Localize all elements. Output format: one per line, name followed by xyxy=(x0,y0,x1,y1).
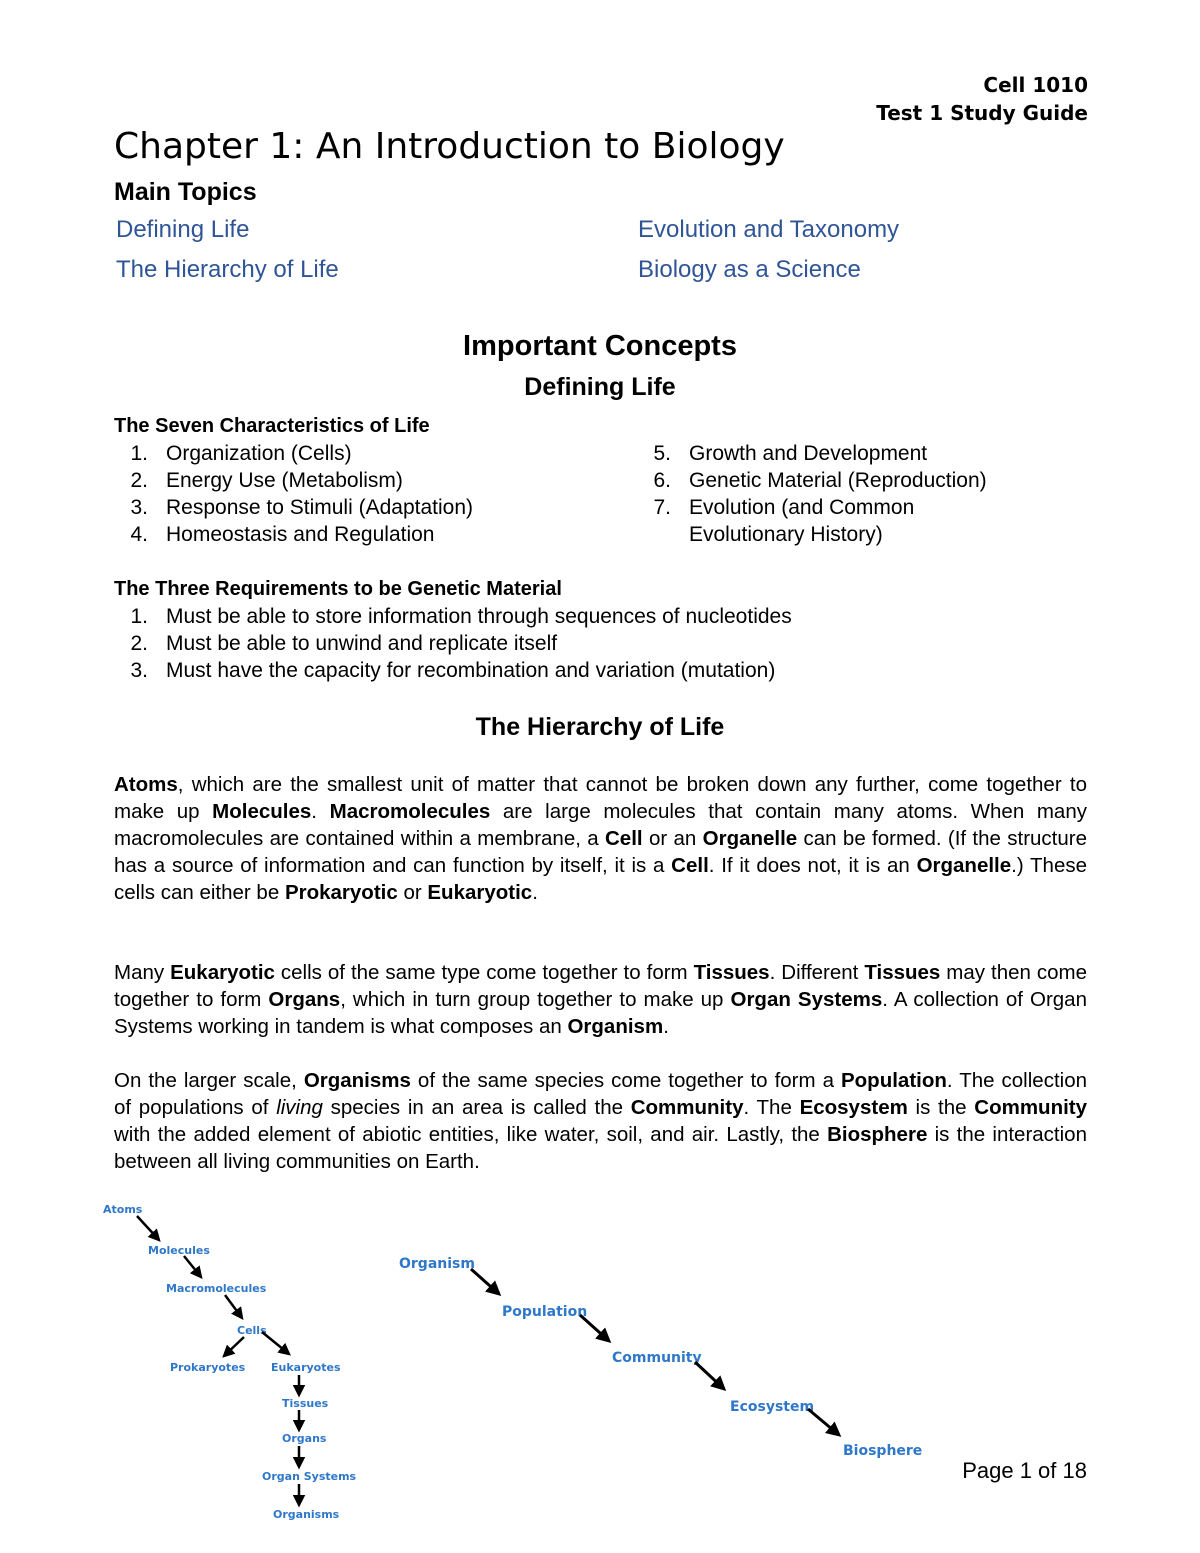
page-number: Page 1 of 18 xyxy=(962,1458,1087,1483)
list-item: 3. Response to Stimuli (Adaptation) xyxy=(130,496,473,519)
diagram-label-macromolecules: Macromolecules xyxy=(166,1282,267,1295)
diagram-label-community: Community xyxy=(612,1350,702,1366)
arrow xyxy=(580,1315,609,1341)
diagram-label-molecules: Molecules xyxy=(148,1244,210,1257)
text-run: . A collection of Organ Systems working in tandem is what composes an xyxy=(114,988,1087,1038)
requirements-list xyxy=(114,603,1087,684)
diagram-label-prokaryotes: Prokaryotes xyxy=(170,1361,246,1374)
list-item: 7. Evolution (and Common xyxy=(653,496,915,519)
diagram-label-ecosystem: Ecosystem xyxy=(730,1399,815,1415)
guide-title: Test 1 Study Guide xyxy=(876,101,1088,125)
list-item: Evolutionary History) xyxy=(689,523,883,546)
important-concepts-heading: Important Concepts xyxy=(463,330,737,362)
diagram-label-organ-systems: Organ Systems xyxy=(262,1470,357,1483)
text-run: is the interaction between all living communities on Earth. xyxy=(114,1123,1087,1173)
arrow xyxy=(695,1362,724,1389)
text-run: is the xyxy=(907,1096,975,1119)
text-run: living xyxy=(276,1096,323,1119)
text-run: . xyxy=(532,881,538,904)
bold-term: Organs xyxy=(268,988,341,1011)
list-item: 2. Must be able to unwind and replicate itself xyxy=(130,632,558,655)
text-run: are large molecules that contain many atoms. When many macromolecules are contained within a membrane, a xyxy=(114,800,1087,850)
arrow xyxy=(262,1332,289,1354)
arrow xyxy=(137,1216,159,1240)
text-run: cells of the same type come together to form xyxy=(274,961,694,984)
list-item: 6. Genetic Material (Reproduction) xyxy=(653,469,987,492)
list-item: 5. Growth and Development xyxy=(653,442,928,465)
bold-term: Organ Systems xyxy=(730,988,883,1011)
diagram-label-organs: Organs xyxy=(282,1432,327,1445)
topic-link-evolution-taxonomy[interactable]: Evolution and Taxonomy xyxy=(638,216,900,243)
hierarchy-paragraph-3 xyxy=(114,1067,1087,1175)
text-run: On the larger scale, xyxy=(114,1069,304,1092)
diagram-label-organisms: Organisms xyxy=(273,1508,340,1521)
text-run: . If it does not, it is an xyxy=(708,854,917,877)
characteristics-heading: The Seven Characteristics of Life xyxy=(114,415,430,437)
arrow xyxy=(184,1256,201,1277)
topic-link-biology-science[interactable]: Biology as a Science xyxy=(638,256,861,283)
text-run: may then come together to form xyxy=(114,961,1088,1011)
text-run: . xyxy=(663,1015,669,1038)
list-item: 1. Must be able to store information through sequences of nucleotides xyxy=(130,605,792,628)
diagram-label-eukaryotes: Eukaryotes xyxy=(271,1361,341,1374)
text-run: or an xyxy=(642,827,703,850)
list-item: 2. Energy Use (Metabolism) xyxy=(130,469,403,492)
diagram-label-cells: Cells xyxy=(237,1324,267,1337)
bold-term: Tissues xyxy=(864,961,941,984)
bold-term: Cell xyxy=(671,854,709,877)
bold-term: Organism xyxy=(567,1015,664,1038)
text-run: . Different xyxy=(769,961,865,984)
bold-term: Prokaryotic xyxy=(284,881,398,904)
text-run: . xyxy=(311,800,330,823)
arrow xyxy=(471,1269,499,1294)
requirements-heading: The Three Requirements to be Genetic Material xyxy=(114,578,562,600)
bold-term: Community xyxy=(630,1096,744,1119)
text-run: species in an area is called the xyxy=(322,1096,631,1119)
hierarchy-heading: The Hierarchy of Life xyxy=(475,713,725,741)
characteristics-list-left xyxy=(114,440,634,548)
diagram-label-biosphere: Biosphere xyxy=(843,1443,923,1459)
list-item: 3. Must have the capacity for recombination and variation (mutation) xyxy=(130,659,776,682)
bold-term: Population xyxy=(840,1069,947,1092)
diagram-label-population: Population xyxy=(502,1304,588,1320)
bold-term: Molecules xyxy=(212,800,312,823)
text-run: , which are the smallest unit of matter that cannot be broken down any further, come together to make up xyxy=(114,773,1087,823)
bold-term: Biosphere xyxy=(827,1123,928,1146)
text-run: with the added element of abiotic entities, like water, soil, and air. Lastly, the xyxy=(114,1123,828,1146)
bold-term: Organelle xyxy=(916,854,1012,877)
text-run: , which in turn group together to make up xyxy=(340,988,731,1011)
main-topics-heading: Main Topics xyxy=(114,178,257,206)
list-item: 1. Organization (Cells) xyxy=(130,442,352,465)
bold-term: Cell xyxy=(605,827,643,850)
text-run: of the same species come together to form a xyxy=(410,1069,841,1092)
text-run: Many xyxy=(114,961,171,984)
diagram-label-atoms: Atoms xyxy=(103,1203,143,1216)
bold-term: Ecosystem xyxy=(799,1096,908,1119)
topic-link-defining-life[interactable]: Defining Life xyxy=(116,216,250,243)
text-run: . The xyxy=(743,1096,800,1119)
topic-link-hierarchy-of-life[interactable]: The Hierarchy of Life xyxy=(116,256,339,283)
hierarchy-paragraph-2 xyxy=(114,959,1087,1040)
list-item: 4. Homeostasis and Regulation xyxy=(130,523,435,546)
bold-term: Eukaryotic xyxy=(170,961,275,984)
bold-term: Organelle xyxy=(702,827,798,850)
diagram-label-organism: Organism xyxy=(399,1256,475,1272)
defining-life-heading: Defining Life xyxy=(524,373,676,401)
arrow xyxy=(225,1295,242,1318)
text-run: . The collection of populations of xyxy=(114,1069,1087,1119)
diagram-label-tissues: Tissues xyxy=(282,1397,329,1410)
bold-term: Macromolecules xyxy=(329,800,491,823)
arrow xyxy=(808,1409,839,1435)
hierarchy-paragraph-1 xyxy=(114,771,1087,906)
text-run: .) These cells can either be xyxy=(114,854,1088,904)
text-run: can be formed. (If the structure has a source of information and can function by itself, it is a xyxy=(114,827,1088,877)
bold-term: Atoms xyxy=(114,773,178,796)
characteristics-list-right xyxy=(637,440,1087,548)
chapter-title: Chapter 1: An Introduction to Biology xyxy=(114,126,785,167)
text-run: or xyxy=(397,881,428,904)
bold-term: Community xyxy=(974,1096,1088,1119)
bold-term: Tissues xyxy=(693,961,770,984)
bold-term: Organisms xyxy=(303,1069,411,1092)
course-code: Cell 1010 xyxy=(983,73,1088,97)
bold-term: Eukaryotic xyxy=(427,881,533,904)
arrow xyxy=(224,1337,244,1356)
